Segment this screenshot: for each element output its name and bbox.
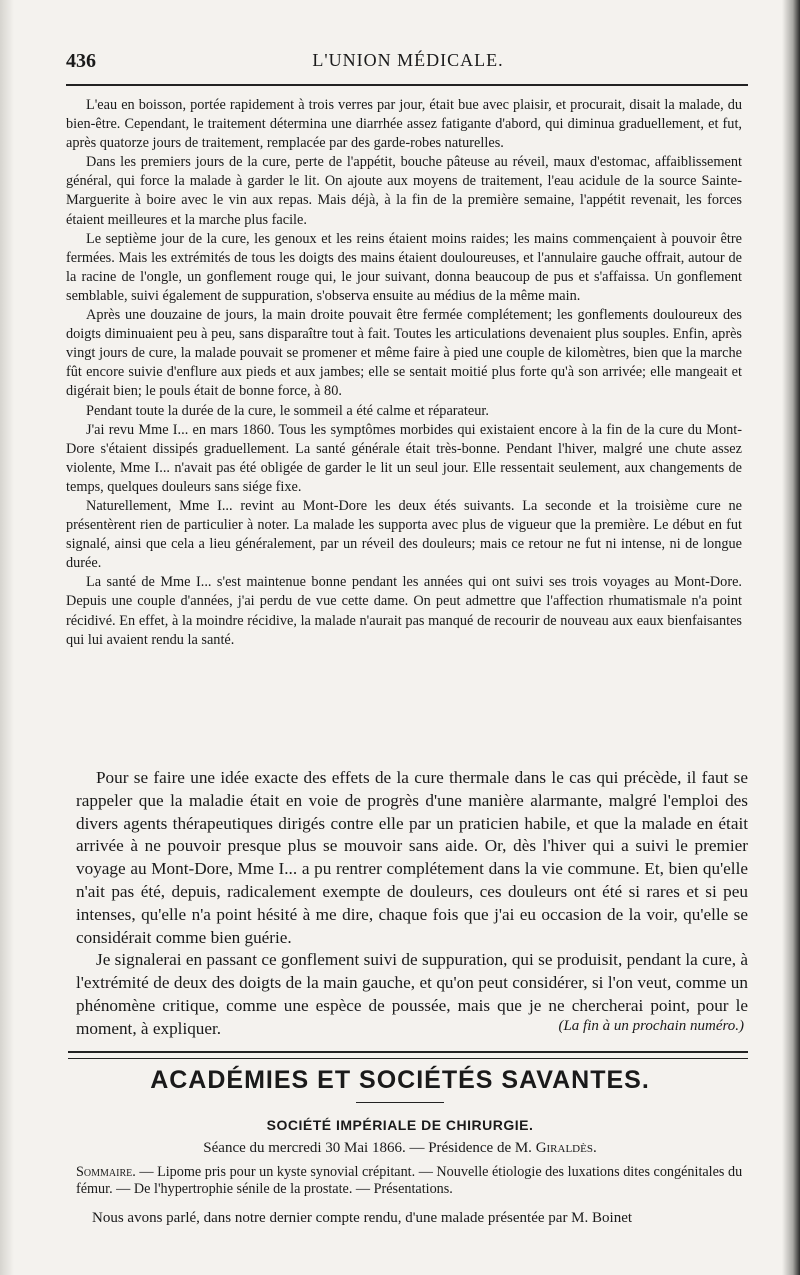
session-line: [60, 1140, 740, 1157]
paragraph: La santé de Mme I... s'est maintenue bonne pendant les années qui ont suivi ses trois voyages au Mont-Dore. Depuis une couple d'années, j'ai perdu de vue cette dame. On peut admettre que l'affection rhumatismale n'a point récidivé. En effet, à la moindre récidive, la malade n'aurait pas manqué de recourir de nouveau aux eaux bienfaisantes qui lui avaient rendu la santé.: [66, 574, 742, 648]
paragraph: Dans les premiers jours de la cure, perte de l'appétit, bouche pâteuse au réveil, maux d'estomac, affaiblissement général, qui force la malade à garder le lit. On ajoute aux moyens de traitement, l'eau acidule de la source Sainte-Marguerite à boire avec le vin aux repas. Mais déjà, à la fin de la première semaine, l'appétit revenait, les forces étaient meilleures et la marche plus facile.: [66, 154, 742, 228]
paragraph: L'eau en boisson, portée rapidement à trois verres par jour, était bue avec plaisir, et procurait, disait la malade, du bien-être. Cependant, le traitement détermina une diarrhée assez fatigante d'abord, qui diminua graduellement, et fut, après quatorze jours de traitement, remplacée par des garde-robes naturelles.: [66, 97, 742, 152]
summary-text: — Lipome pris pour un kyste synovial crépitant. — Nouvelle étiologie des luxations dites congénitales du fémur. — De l'hypertrophie sénile de la prostate. — Présentations.: [76, 1164, 743, 1197]
section-title: ACADÉMIES ET SOCIÉTÉS SAVANTES.: [150, 1066, 650, 1094]
paragraph: Je signalerai en passant ce gonflement suivi de suppuration, qui se produisit, pendant la cure, à l'extrémité de deux des doigts de la main gauche, et qu'on peut considérer, si l'on veut, comme un phénomène critique, comme une espèce de poussée, mais que je ne chercherai point, pour le moment, à expliquer.: [76, 950, 748, 1038]
running-title: L'UNION MÉDICALE.: [312, 50, 504, 70]
page-edge-shadow: [782, 0, 800, 1275]
paragraph: Pendant toute la durée de la cure, le sommeil a été calme et réparateur.: [86, 402, 489, 419]
summary-label: Sommaire.: [76, 1164, 136, 1180]
section-title-rule: [356, 1102, 444, 1103]
paragraph: Pour se faire une idée exacte des effets de la cure thermale dans le cas qui précède, il faut se rappeler que la maladie était en voie de progrès d'une manière alarmante, malgré l'emploi des divers agents thérapeutiques dirigés contre elle par un praticien habile, et que la malade en était arrivée à ne pouvoir presque plus se mouvoir sans aide. Or, dès l'hiver qui a suivi le premier voyage au Mont-Dore, Mme I... a pu rentrer complétement dans la vie commune. Et, bien qu'elle n'ait pas été, depuis, radicalement exempte de douleurs, ces douleurs ont été si rares et si peu intenses, qu'elle n'a point hésité à me dire, chaque fois que j'ai eu occasion de la voir, qu'elle se considérait comme bien guérie.: [76, 768, 748, 947]
page-gutter-shadow: [0, 0, 14, 1275]
page-header: [66, 50, 750, 74]
commentary-text: [76, 767, 748, 1041]
paragraph: Le septième jour de la cure, les genoux et les reins étaient moins raides; les mains commençaient à pouvoir être fermées. Mais les extrémités de tous les doigts des mains étaient douloureuses, et l'annulaire gauche offrait, autour de la racine de l'ongle, un gonflement rouge qui, le jour suivant, donna beaucoup de pus et s'affaissa. Un gonflement semblable, suivi également de suppuration, s'observa ensuite au médius de la même main.: [66, 230, 742, 304]
page-number: 436: [66, 50, 96, 72]
paragraph: Après une douzaine de jours, la main droite pouvait être fermée complétement; les gonflements douloureux des doigts diminuaient peu à peu, sans disparaître tout à fait. Toutes les articulations devenaient plus souples. Enfin, après vingt jours de cure, la malade pouvait se promener et même faire à pied une couple de kilomètres, bien que la marche fût encore suivie d'enflure aux pieds et aux jambes; elle se sentait moitié plus forte qu'à son arrivée; elle mangeait et digérait bien; le pouls était de bonne force, à 80.: [66, 307, 742, 400]
society-name: SOCIÉTÉ IMPÉRIALE DE CHIRURGIE.: [266, 1117, 534, 1133]
continuation-note: (La fin à un prochain numéro.): [558, 1018, 744, 1034]
paragraph: J'ai revu Mme I... en mars 1860. Tous les symptômes morbides qui existaient encore à la fin de la cure du Mont-Dore s'étaient dissipés graduellement. La santé générale était très-bonne. Pendant l'hiver, malgré une chute assez violente, Mme I... n'avait pas été obligée de garder le lit un seul jour. Elle ressentait seulement, aux changements de temps, quelques douleurs sans siége fixe.: [66, 421, 742, 495]
header-rule: [66, 84, 748, 86]
session-date: Séance du mercredi 30 Mai 1866. — Présidence de M.: [203, 1140, 532, 1156]
case-report-text: [66, 96, 742, 650]
summary: [76, 1164, 746, 1198]
session-president: Giraldès.: [535, 1140, 597, 1156]
article-opening-line: Nous avons parlé, dans notre dernier compte rendu, d'une malade présentée par M. Boinet: [92, 1210, 633, 1226]
paragraph: Naturellement, Mme I... revint au Mont-Dore les deux étés suivants. La seconde et la troisième cure ne présentèrent rien de particulier à noter. La malade les supporta avec plus de vigueur que la première. Le début en fut signalé, ainsi que cela a lieu généralement, par un réveil des douleurs; mais ce retour ne fut ni intense, ni de longue durée.: [66, 497, 742, 572]
section-divider: [68, 1051, 748, 1059]
